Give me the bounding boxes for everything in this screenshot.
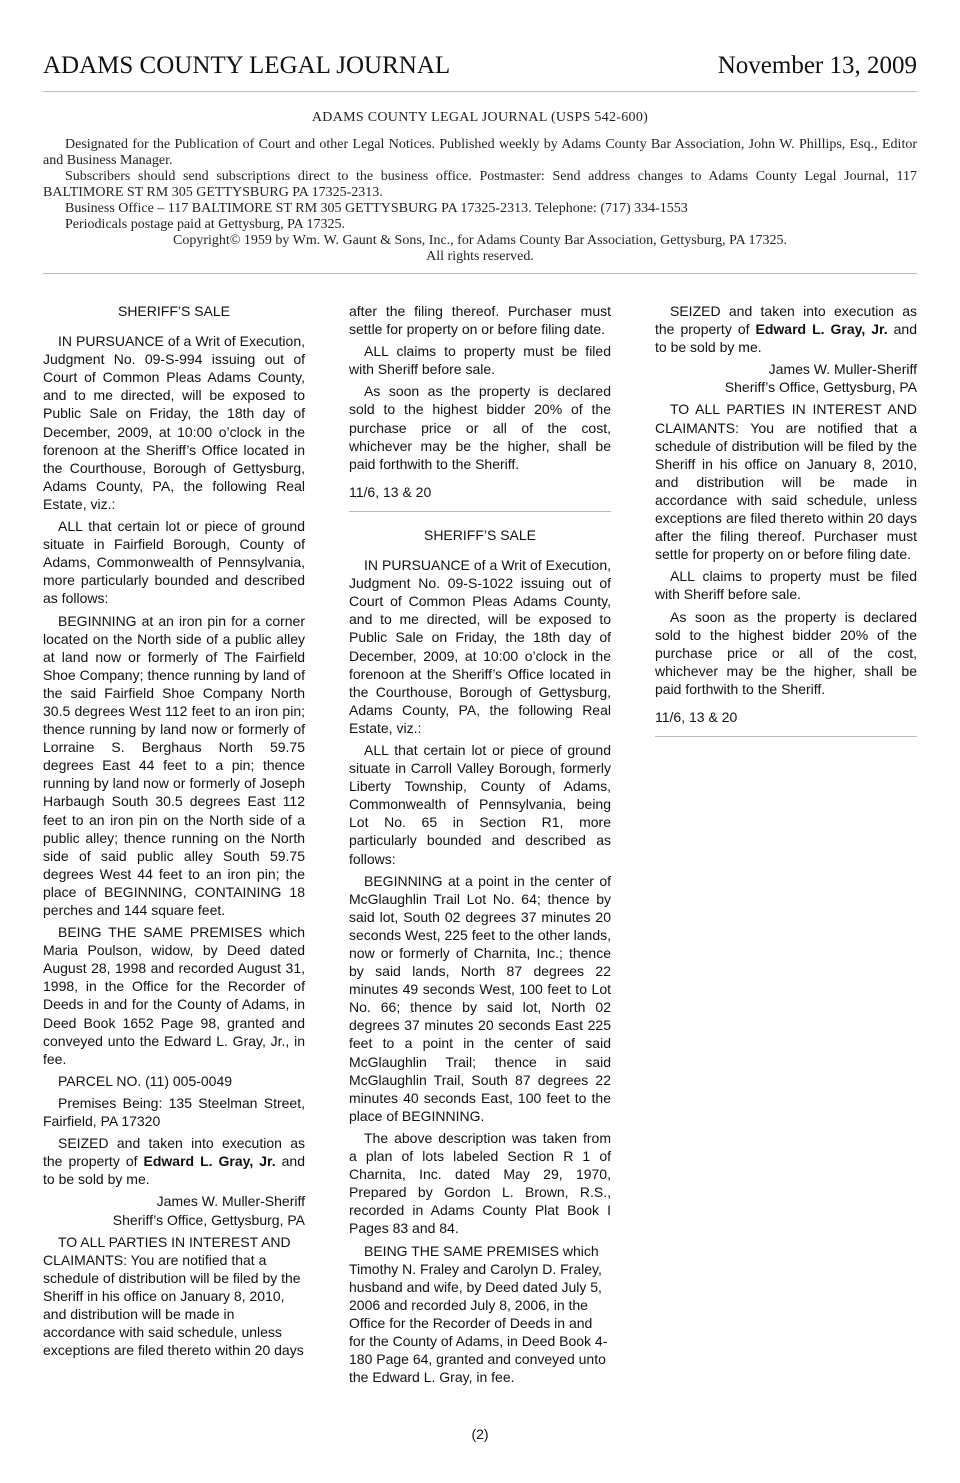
sale2-writ-paragraph: IN PURSUANCE of a Writ of Execution, Judgment No. 09-S-1022 issuing out of Court of Common Pleas Adams County, and to me directed, will be exposed to Public Sale on Friday, the 18th day of December, 2009, at 10:00 o’clock in the forenoon at the Sheriff’s Office located in the Courthouse, Borough of Gettysburg, Adams County, PA, the following Real Estate, viz.:: [349, 557, 611, 736]
rights-text: All rights reserved.: [426, 249, 534, 264]
sale2-declared-paragraph: As soon as the property is declared sold to the highest bidder 20% of the purchase price or all of the cost, whichever may be the higher, shall be paid forthwith to the Sheriff.: [655, 608, 917, 697]
sale1-notice-part-1: TO ALL PARTIES IN INTEREST AND CLAIMANTS: You are notified that a schedule of distribution will be filed by the Sheriff in his office on January 8, 2010, and distribution will be made in accordance with said schedule, unless exceptions are filed thereto within 20 days: [43, 1233, 304, 1359]
sale1-seized-post: and to be sold by me.: [43, 1153, 305, 1188]
masthead-rule: [43, 91, 917, 92]
copyright-text: Copyright© 1959 by Wm. W. Gaunt & Sons, Inc., for Adams County Bar Association, Gettysburg, PA 17325.: [173, 233, 787, 248]
sale1-publication-dates: 11/6, 13 & 20: [349, 483, 432, 500]
page-number: (2): [471, 1426, 489, 1442]
sale2-publication-dates: 11/6, 13 & 20: [655, 708, 738, 725]
sale2-sheriff-office: Sheriff’s Office, Gettysburg, PA: [724, 379, 917, 396]
sale1-parcel-number: PARCEL NO. (11) 005-0049: [58, 1072, 233, 1089]
sale1-premises-address: Premises Being: 135 Steelman Street, Fairfield, PA 17320: [43, 1094, 305, 1130]
sale1-premises-paragraph: BEING THE SAME PREMISES which Maria Poulson, widow, by Deed dated August 28, 1998 and recorded August 31, 1998, in the Office for the Recorder of Deeds in and for the County of Adams, in Deed Book 1652 Page 98, granted and conveyed unto the Edward L. Gray, Jr., in fee.: [43, 924, 305, 1067]
sale1-notice-part-2: after the filing thereof. Purchaser must settle for property on or before filing date.: [349, 303, 611, 338]
sale1-declared-paragraph: As soon as the property is declared sold to the highest bidder 20% of the purchase price or all of the cost, whichever may be the higher, shall be paid forthwith to the Sheriff.: [349, 383, 611, 472]
sale2-claims-paragraph: ALL claims to property must be filed with Sheriff before sale.: [655, 568, 917, 603]
sale1-sheriff-office: Sheriff’s Office, Gettysburg, PA: [112, 1211, 305, 1228]
column-1: [43, 302, 305, 1363]
sale2-seized-pre: SEIZED and taken into execution as the property of: [655, 303, 917, 338]
sale2-plan-paragraph: The above description was taken from a plan of lots labeled Section R 1 of Charnita, Inc. dated May 29, 1970, Prepared by Gordon L. Brown, R.S., recorded in Adams County Plat Book I Pages 83 and 84.: [349, 1129, 611, 1237]
periodicals-text: Periodicals postage paid at Gettysburg, PA 17325.: [65, 217, 345, 232]
sale1-beginning-paragraph: BEGINNING at an iron pin for a corner located on the North side of a public alley at land now or formerly of The Fairfield Shoe Company; thence running by land of the said Fairfield Shoe Company North 30.5 degrees West 112 feet to an iron pin; thence running by land now or formerly of Lorraine S. Berghaus North 59.75 degrees East 44 feet to a pin; thence running by land now or formerly of Joseph Harbaugh South 30.5 degrees East 112 feet to an iron pin on the North side of a public alley; thence running on the North side of said public alley South 59.75 degrees West 44 feet to an iron pin; the place of BEGINNING, CONTAINING 18 perches and 144 square feet.: [43, 612, 305, 918]
sale2-end-separator: [655, 736, 917, 737]
designated-text: Designated for the Publication of Court and other Legal Notices. Published weekly by Adams County Bar Association, John W. Phillips, Esq., Editor and Business Manager.: [43, 137, 917, 168]
sale1-lot-paragraph: ALL that certain lot or piece of ground situate in Fairfield Borough, County of Adams, Commonwealth of Pennsylvania, more particularly bounded and described as follows:: [43, 518, 305, 607]
publication-info: [43, 110, 917, 265]
subscribers-text: Subscribers should send subscriptions direct to the business office. Postmaster: Send address changes to Adams County Legal Journal, 117 BALTIMORE ST RM 305 GETTYSBURG PA 17325-2313.: [43, 169, 917, 200]
sale1-claims-paragraph: ALL claims to property must be filed with Sheriff before sale.: [349, 343, 611, 378]
sale1-seized-paragraph: [43, 1134, 305, 1188]
sale1-sheriff-name: James W. Muller-Sheriff: [156, 1193, 305, 1210]
issue-date: November 13, 2009: [717, 52, 917, 79]
sale2-sheriff-name: James W. Muller-Sheriff: [768, 361, 917, 378]
sale1-seized-pre: SEIZED and taken into execution as the property of: [43, 1135, 305, 1170]
sale2-beginning-paragraph: BEGINNING at a point in the center of McGlaughlin Trail Lot No. 64; thence by said lot, South 02 degrees 37 minutes 20 seconds West, 225 feet to the other lands, now or formerly of Charnita, Inc.; thence by said lands, North 87 degrees 22 minutes 49 seconds West, 100 feet to Lot No. 66; thence by said lot, North 02 degrees 37 minutes 20 seconds East 225 feet to a point in the center of said McGlaughlin Trail; thence in said McGlaughlin Trail, South 87 degrees 22 minutes 40 seconds East, 100 feet to the place of BEGINNING.: [349, 872, 612, 1124]
sale-separator: [349, 511, 611, 512]
sale1-heading: SHERIFF’S SALE: [117, 303, 231, 319]
publication-info-title: ADAMS COUNTY LEGAL JOURNAL (USPS 542-600): [311, 110, 649, 125]
journal-title: ADAMS COUNTY LEGAL JOURNAL: [43, 52, 451, 79]
sale2-seized-paragraph: [655, 302, 917, 356]
sale1-writ-paragraph: IN PURSUANCE of a Writ of Execution, Judgment No. 09-S-994 issuing out of Court of Common Pleas Adams County, and to me directed, will be exposed to Public Sale on Friday, the 18th day of December, 2009, at 10:00 o’clock in the forenoon at the Sheriff’s Office located in the Courthouse, Borough of Gettysburg, Adams County, PA, the following Real Estate, viz.:: [43, 333, 305, 512]
sale2-notice-paragraph: TO ALL PARTIES IN INTEREST AND CLAIMANTS: You are notified that a schedule of distribution will be filed by the Sheriff in his office on January 8, 2010, and distribution will be made in accordance with said schedule, unless exceptions are filed thereto within 20 days after the filing thereof. Purchaser must settle for property on or before filing date.: [655, 401, 917, 563]
sale1-seized-name: Edward L. Gray, Jr.: [143, 1153, 276, 1170]
sale2-seized-post: and to be sold by me.: [655, 321, 917, 356]
business-office-text: Business Office – 117 BALTIMORE ST RM 305 GETTYSBURG PA 17325-2313. Telephone: (717) 334-1553: [65, 201, 688, 216]
sale2-heading: SHERIFF’S SALE: [423, 526, 537, 543]
sale2-premises-paragraph: BEING THE SAME PREMISES which Timothy N. Fraley and Carolyn D. Fraley, husband and wife, by Deed dated July 5, 2006 and recorded July 8, 2006, in the Office for the Recorder of Deeds in and for the County of Adams, in Deed Book 4-180 Page 64, granted and conveyed unto the Edward L. Gray, in fee.: [349, 1242, 608, 1386]
column-3: [655, 302, 917, 745]
sale2-lot-paragraph: ALL that certain lot or piece of ground situate in Carroll Valley Borough, formerly Liberty Township, County of Adams, Commonwealth of Pennsylvania, being Lot No. 65 in Section R1, more particularly bounded and described as follows:: [349, 741, 611, 867]
sale2-seized-name: Edward L. Gray, Jr.: [755, 321, 888, 338]
column-2: [349, 302, 611, 1390]
info-rule: [43, 273, 917, 274]
masthead: [43, 52, 917, 86]
